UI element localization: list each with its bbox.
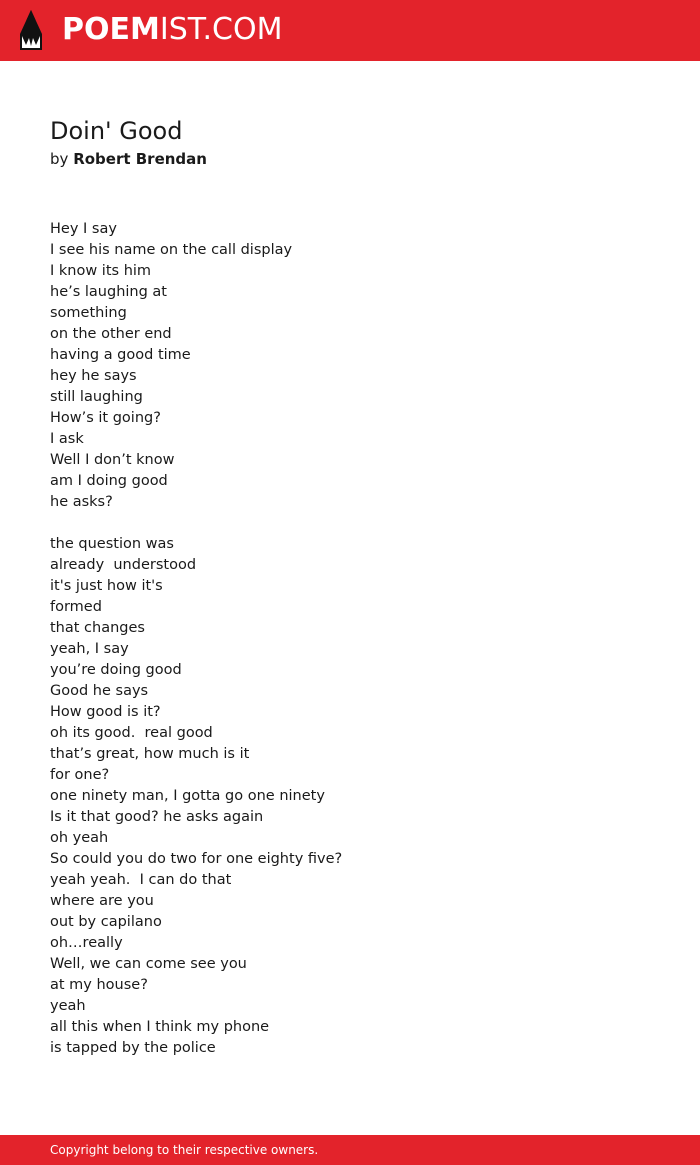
- poem-line: I ask: [50, 431, 84, 447]
- poem-line: is tapped by the police: [50, 1040, 216, 1056]
- poem-line: for one?: [50, 767, 110, 783]
- poem-line: hey he says: [50, 368, 137, 384]
- poem-line: I see his name on the call display: [50, 242, 293, 258]
- poem-line: all this when I think my phone: [50, 1019, 270, 1035]
- poem-line: yeah yeah. I can do that: [50, 872, 232, 888]
- poem-line: How good is it?: [50, 704, 161, 720]
- poem-line: having a good time: [50, 347, 191, 363]
- poem-line: he asks?: [50, 494, 113, 510]
- poem-line: Is it that good? he asks again: [50, 809, 264, 825]
- stanza-break: [50, 513, 650, 534]
- poem-line: oh its good. real good: [50, 725, 213, 741]
- poem-line: yeah, I say: [50, 641, 129, 657]
- poem-body: [50, 219, 650, 1059]
- brand-light: IST.COM: [159, 12, 283, 47]
- site-logo-text[interactable]: [62, 12, 282, 48]
- poem-line: that changes: [50, 620, 145, 636]
- poem-line: Well, we can come see you: [50, 956, 247, 972]
- poem-line: something: [50, 305, 127, 321]
- poem-title: Doin' Good: [50, 117, 183, 145]
- poem-line: the question was: [50, 536, 174, 552]
- poem-line: am I doing good: [50, 473, 168, 489]
- poem-byline: [50, 149, 207, 169]
- poem-line: on the other end: [50, 326, 172, 342]
- poem-line: still laughing: [50, 389, 143, 405]
- site-footer: [0, 1135, 700, 1165]
- poem-line: Well I don’t know: [50, 452, 175, 468]
- copyright-text: Copyright belong to their respective owners.: [50, 1143, 319, 1157]
- poem-line: one ninety man, I gotta go one ninety: [50, 788, 325, 804]
- poem-line: So could you do two for one eighty five?: [50, 851, 343, 867]
- poem-line: out by capilano: [50, 914, 162, 930]
- pencil-tip-icon[interactable]: [18, 9, 44, 51]
- by-label: by: [50, 150, 69, 168]
- poem-line: already understood: [50, 557, 197, 573]
- poem-line: Good he says: [50, 683, 149, 699]
- poem-line: How’s it going?: [50, 410, 161, 426]
- poem-line: you’re doing good: [50, 662, 182, 678]
- poem-line: Hey I say: [50, 221, 117, 237]
- poem-line: where are you: [50, 893, 154, 909]
- poem-line: yeah: [50, 998, 86, 1014]
- poem-line: it's just how it's: [50, 578, 163, 594]
- poem-line: at my house?: [50, 977, 148, 993]
- poem-line: I know its him: [50, 263, 152, 279]
- poem-line: oh…really: [50, 935, 123, 951]
- poem-line: oh yeah: [50, 830, 109, 846]
- brand-bold: POEM: [62, 12, 160, 47]
- poem-line: formed: [50, 599, 102, 615]
- site-header: [0, 0, 700, 61]
- poem-line: he’s laughing at: [50, 284, 167, 300]
- poem-line: that’s great, how much is it: [50, 746, 250, 762]
- poem-author[interactable]: Robert Brendan: [73, 150, 207, 168]
